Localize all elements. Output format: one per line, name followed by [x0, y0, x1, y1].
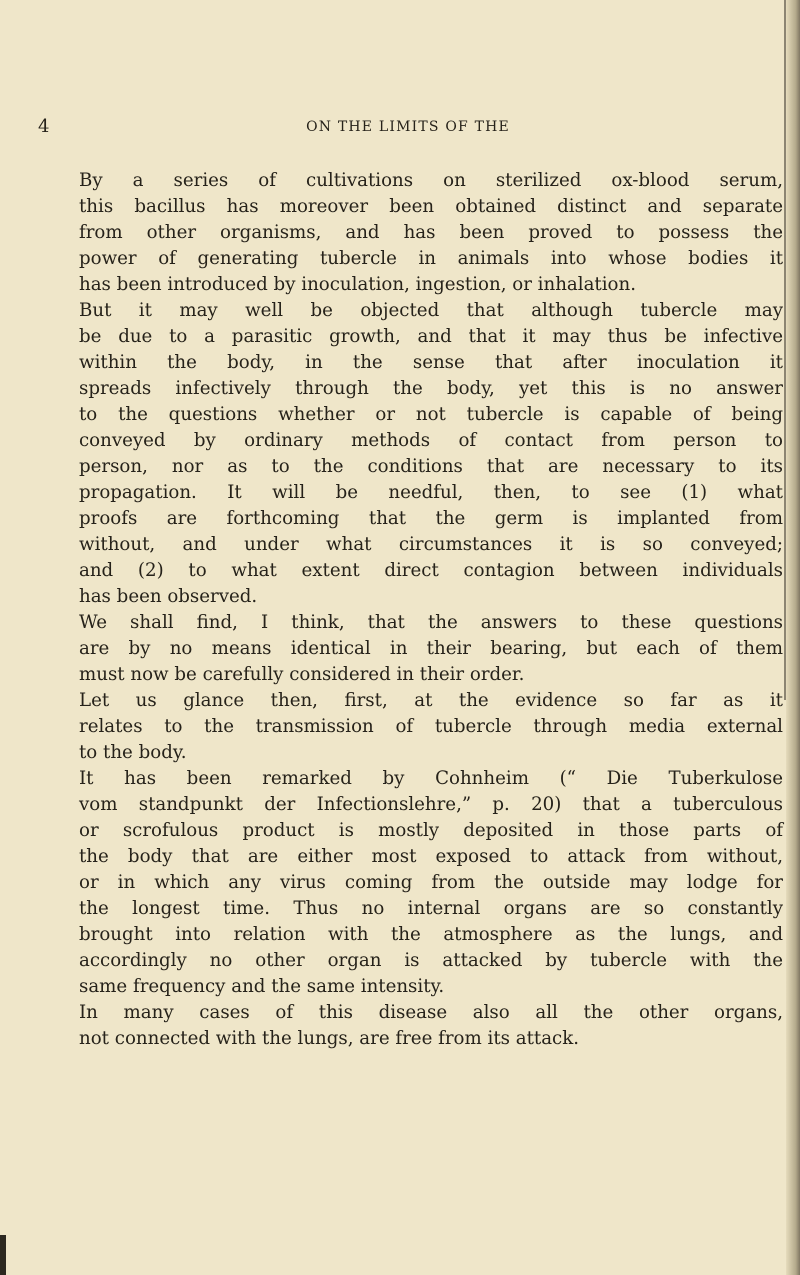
text-line: accordingly no other organ is attacked by tubercle with the	[79, 950, 783, 971]
text-line: and (2) to what extent direct contagion between individuals	[79, 560, 783, 581]
text-line: It has been remarked by Cohnheim (“ Die Tuberkulose	[79, 768, 783, 789]
text-line: not connected with the lungs, are free from its attack.	[79, 1028, 580, 1049]
text-line: conveyed by ordinary methods of contact from person to	[79, 430, 783, 451]
page-edge-line	[784, 0, 786, 700]
text-line: propagation. It will be needful, then, to see (1) what	[79, 482, 783, 503]
text-line: from other organisms, and has been proved to possess the	[79, 222, 783, 243]
text-line: to the questions whether or not tubercle is capable of being	[79, 404, 783, 425]
text-line: within the body, in the sense that after inoculation it	[79, 352, 783, 373]
body-text	[50, 168, 783, 1052]
paragraph	[50, 1000, 783, 1052]
paragraph	[50, 766, 783, 1000]
text-line: person, nor as to the conditions that are necessary to its	[79, 456, 783, 477]
page-edge-shadow	[786, 0, 800, 1275]
text-line: has been observed.	[79, 586, 258, 607]
text-line: has been introduced by inoculation, ingestion, or inhalation.	[79, 274, 637, 295]
text-line: In many cases of this disease also all the other organs,	[79, 1002, 783, 1023]
text-line: But it may well be objected that although tubercle may	[79, 300, 783, 321]
text-line: brought into relation with the atmosphere as the lungs, and	[79, 924, 783, 945]
paragraph	[50, 168, 783, 298]
text-line: are by no means identical in their bearing, but each of them	[79, 638, 783, 659]
text-line: to the body.	[79, 742, 187, 763]
paragraph	[50, 298, 783, 610]
page-header	[38, 112, 778, 142]
text-line: Let us glance then, first, at the evidence so far as it	[79, 690, 783, 711]
text-line: vom standpunkt der Infectionslehre,” p. 20) that a tuberculous	[79, 794, 783, 815]
text-line: proofs are forthcoming that the germ is implanted from	[79, 508, 783, 529]
page-number: 4	[38, 116, 50, 137]
text-line: this bacillus has moreover been obtained distinct and separate	[79, 196, 783, 217]
text-line: or scrofulous product is mostly deposited in those parts of	[79, 820, 783, 841]
running-head: ON THE LIMITS OF THE	[306, 119, 510, 135]
text-line: the body that are either most exposed to attack from without,	[79, 846, 783, 867]
corner-mark	[0, 1235, 6, 1275]
paragraph	[50, 610, 783, 688]
text-line: By a series of cultivations on sterilized ox-blood serum,	[79, 170, 783, 191]
text-line: spreads infectively through the body, yet this is no answer	[79, 378, 783, 399]
text-line: be due to a parasitic growth, and that it may thus be infective	[79, 326, 783, 347]
text-line: without, and under what circumstances it is so conveyed;	[79, 534, 783, 555]
text-line: power of generating tubercle in animals into whose bodies it	[79, 248, 783, 269]
text-line: or in which any virus coming from the outside may lodge for	[79, 872, 783, 893]
text-line: relates to the transmission of tubercle through media external	[79, 716, 783, 737]
text-line: must now be carefully considered in their order.	[79, 664, 525, 685]
text-line: the longest time. Thus no internal organs are so constantly	[79, 898, 783, 919]
paragraph	[50, 688, 783, 766]
text-line: same frequency and the same intensity.	[79, 976, 445, 997]
text-line: We shall find, I think, that the answers to these questions	[79, 612, 783, 633]
